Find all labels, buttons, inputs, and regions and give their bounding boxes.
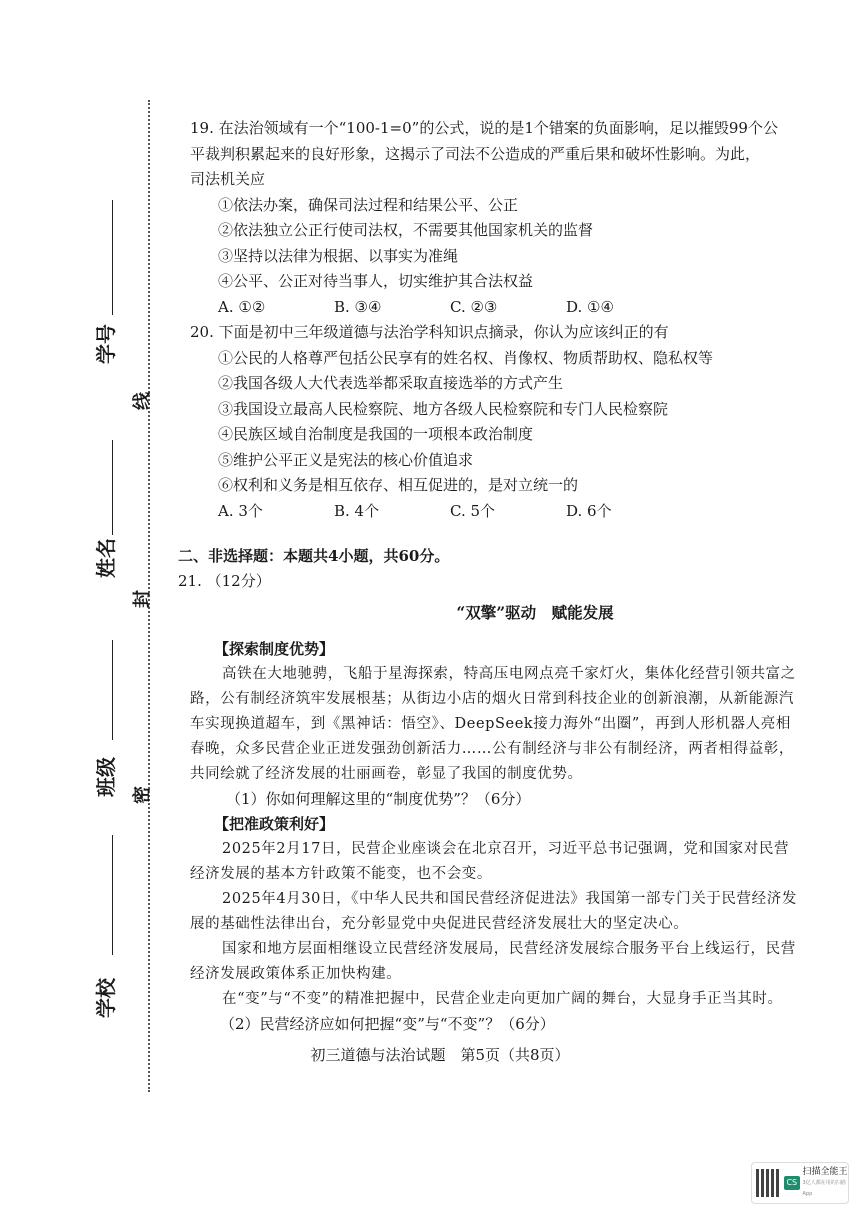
q20-item-4: ④民族区域自治制度是我国的一项根本政治制度: [218, 425, 534, 443]
part2-heading: 【把准政策利好】: [214, 814, 335, 833]
part2-paragraph-4: 在“变”与“不变”的精准把握中，民营企业走向更加广阔的舞台，大显身手正当其时。: [222, 990, 783, 1007]
exam-content: [178, 116, 800, 1037]
sub-question-1: （1）你如何理解这里的“制度优势”？（6分）: [226, 789, 531, 808]
name-blank: [112, 440, 113, 535]
q21-title: “双擎”驱动 赋能发展: [456, 602, 614, 622]
q20-stem: 20. 下面是初中三年级道德与法治学科知识点摘录，你认为应该纠正的有: [190, 323, 669, 341]
q19-option-d: D. ①④: [566, 297, 614, 316]
scanner-app-name: 扫描全能王: [802, 1166, 848, 1177]
q19-option-a: A. ①②: [218, 297, 266, 316]
seal-char-secret: 密: [132, 786, 153, 804]
part2-paragraph-2: 2025年4月30日，《中华人民共和国民营经济促进法》我国第一部专门关于民营经济发展的基础性法律出台，充分彰显党中央促进民营经济发展壮大的坚定决心。: [190, 890, 797, 932]
q20-item-1: ①公民的人格尊严包括公民享有的姓名权、肖像权、物质帮助权、隐私权等: [218, 348, 714, 367]
q20-option-a: A. 3个: [218, 501, 263, 520]
scanner-logo-icon: CS: [784, 1176, 799, 1190]
q20-option-d: D. 6个: [566, 501, 612, 520]
scanner-tagline: 3亿人都在用的扫描App: [802, 1179, 846, 1197]
q19-stem-line3: 司法机关应: [190, 170, 266, 188]
seal-char-line: 线: [132, 392, 153, 410]
q20-item-3: ③我国设立最高人民检察院、地方各级人民检察院和专门人民检察院: [218, 399, 669, 418]
q19-option-c: C. ②③: [450, 297, 498, 316]
q20-item-6: ⑥权利和义务是相互依存、相互促进的，是对立统一的: [218, 476, 579, 494]
class-label: 班级: [94, 757, 118, 797]
q19-stem-line2: 平裁判积累起来的良好形象，这揭示了司法不公造成的严重后果和破坏性影响。为此，: [190, 144, 761, 163]
q20-item-5: ⑤维护公平正义是宪法的核心价值追求: [218, 450, 474, 469]
q20-option-c: C. 5个: [450, 501, 496, 520]
q19-option-b: B. ③④: [334, 297, 382, 316]
qr-code-icon: [756, 1169, 780, 1197]
scanner-watermark: [751, 1162, 849, 1204]
name-label: 姓名: [94, 538, 118, 578]
q20-item-2: ②我国各级人大代表选举都采取直接选举的方式产生: [218, 374, 564, 392]
student-id-label: 学号: [94, 324, 118, 364]
part1-heading: 【探索制度优势】: [214, 639, 335, 658]
page-footer: 初三道德与法治试题 第5页（共8页）: [310, 1046, 570, 1064]
q19-stem-line1: 19. 在法治领域有一个“100-1=0”的公式，说的是1个错案的负面影响，足以摧毁99个公: [190, 119, 778, 137]
part1-text: 高铁在大地驰骋，飞船于星海探索，特高压电网点亮千家灯火，集体化经营引领共富之路，公有制经济筑牢发展根基；从街边小店的烟火日常到科技企业的创新浪潮，从新能源汽车实现换道超车，到《黑神话：悟空》、DeepSeek接力海外“出圈”，再到人形机器人亮相春晚，众多民营企业正迸发强劲创新活力……公有制经济与非公有制经济，两者相得益彰，共同绘就了经济发展的壮丽画卷，彰显了我国的制度优势。: [190, 665, 796, 782]
q19-options: [190, 295, 800, 321]
q21-label: 21. （12分）: [178, 572, 271, 590]
q19-item-2: ②依法独立公正行使司法权，不需要其他国家机关的监督: [218, 221, 594, 239]
section-2-heading: 二、非选择题：本题共4小题，共60分。: [178, 547, 450, 565]
school-blank: [112, 835, 113, 955]
school-label: 学校: [94, 978, 118, 1018]
sub-question-2: （2）民营经济应如何把握“变”与“不变”？（6分）: [220, 1014, 555, 1033]
q19-item-1: ①依法办案，确保司法过程和结果公平、公正: [218, 195, 519, 214]
part2-paragraph-3: 国家和地方层面相继设立民营经济发展局，民营经济发展综合服务平台上线运行，民营经济发展政策体系正加快构建。: [190, 940, 796, 982]
class-blank: [112, 640, 113, 740]
student-id-blank: [112, 200, 113, 315]
q20-options: [190, 499, 800, 525]
question-20: [190, 320, 800, 524]
q19-item-4: ④公平、公正对待当事人，切实维护其合法权益: [218, 272, 534, 290]
q19-item-3: ③坚持以法律为根据、以事实为准绳: [218, 246, 459, 265]
part2-paragraph-1: 2025年2月17日，民营企业座谈会在北京召开，习近平总书记强调，党和国家对民营经济发展的基本方针政策不能变，也不会变。: [190, 840, 790, 882]
seal-char-seal: 封: [132, 590, 153, 608]
question-19: [190, 116, 800, 320]
q20-option-b: B. 4个: [334, 501, 380, 520]
